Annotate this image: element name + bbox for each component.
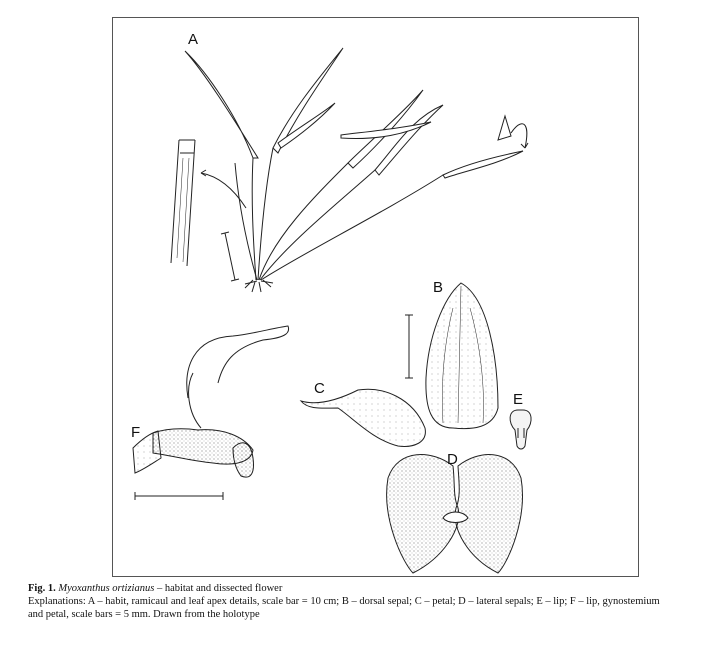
label-b: B — [433, 279, 444, 296]
illustration-plate — [112, 17, 639, 577]
species-name: Myoxanthus ortizianus — [58, 583, 155, 594]
figure-caption — [28, 582, 668, 621]
label-c: C — [314, 380, 325, 397]
label-a: A — [188, 31, 199, 48]
petal-c — [301, 389, 425, 446]
ramicaul-detail — [171, 140, 246, 266]
roots — [245, 280, 273, 292]
ramicauls — [235, 148, 443, 280]
lateral-sepals-d — [387, 455, 523, 573]
scale-bar-f — [135, 492, 223, 500]
caption-title-rest: – habitat and dissected flower — [156, 583, 283, 594]
leaves — [185, 48, 523, 178]
botanical-drawing — [113, 18, 640, 578]
scale-bar-a — [221, 232, 239, 281]
habit-drawing-a — [171, 48, 528, 292]
label-d: D — [447, 451, 458, 468]
leaf-apex-detail — [498, 116, 528, 148]
label-e: E — [513, 391, 524, 408]
scale-bar-b — [405, 315, 413, 378]
caption-explanation: Explanations: A – habit, ramicaul and leaf apex details, scale bar = 10 cm; B – dorsal sepal; C – petal; D – lateral sepals; E – lip; F – lip, gynostemium and petal, scale bars = 5 mm. Drawn from the holotype — [28, 596, 660, 621]
lip-e — [510, 410, 531, 449]
caption-title — [28, 582, 668, 595]
label-f: F — [131, 424, 141, 441]
fig-label: Fig. 1. — [28, 583, 56, 594]
gynostemium-f — [133, 326, 289, 500]
dorsal-sepal-b — [405, 283, 498, 429]
